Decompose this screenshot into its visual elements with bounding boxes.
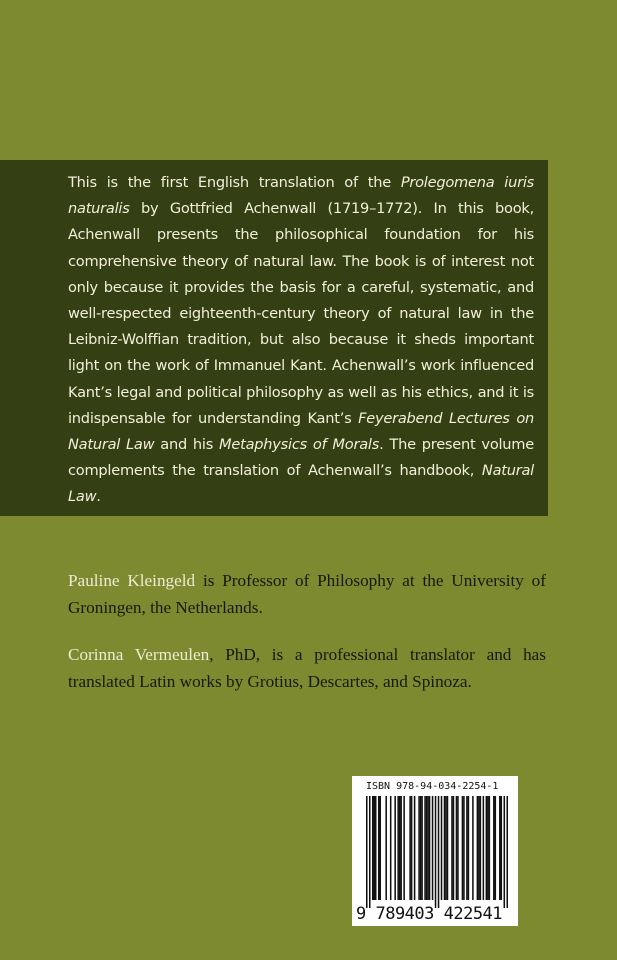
barcode-bar (372, 796, 374, 900)
barcode-bar (493, 796, 495, 900)
barcode-bar (409, 796, 411, 900)
barcode-bar (418, 796, 420, 900)
barcode-bar (411, 796, 413, 900)
title-prolegomena: Prolegomena iuris naturalis (68, 174, 534, 218)
barcode-bar (379, 796, 381, 900)
blurb-text (68, 170, 534, 511)
barcode-bar (399, 796, 401, 900)
title-natural-law: Natural Law (68, 462, 534, 506)
author-bio (68, 567, 546, 621)
barcode-digits: 9 789403 422541 (356, 904, 503, 924)
barcode-bar (499, 796, 501, 900)
barcode-bar (432, 796, 434, 900)
barcode-bar (414, 796, 416, 900)
barcode-bar (462, 796, 464, 900)
barcode-bar (373, 796, 375, 900)
blurb-sentence-5: . (96, 488, 101, 506)
blurb-sentence-3: and his (154, 436, 220, 454)
barcode-bar (390, 796, 392, 900)
barcode-bar (477, 796, 479, 900)
barcode-bar (375, 796, 377, 900)
barcode-bar (397, 796, 399, 900)
barcode-bar (453, 796, 455, 900)
barcode-bar (385, 796, 387, 900)
barcode-bar (427, 796, 429, 900)
barcode-bar (444, 796, 446, 900)
barcode-bar (421, 796, 423, 900)
barcode-box (352, 776, 518, 926)
author-bio-text: is Professor of Philosophy at the University of Groningen, the Netherlands. (68, 571, 546, 617)
barcode-bar (486, 796, 488, 900)
barcode-bar (447, 796, 449, 900)
barcode-bar (445, 796, 447, 900)
title-metaphysics: Metaphysics of Morals (219, 436, 380, 454)
barcode-bar (468, 796, 470, 900)
barcode-bar (366, 796, 368, 908)
barcode-bar (394, 796, 396, 900)
barcode-bar (438, 796, 440, 908)
barcode-bar (480, 796, 482, 900)
barcode-bar (483, 796, 485, 900)
barcode-bar (495, 796, 497, 900)
barcode-bar (429, 796, 431, 900)
barcode-bar (457, 796, 459, 900)
barcode-bar (466, 796, 468, 900)
barcode-bar (441, 796, 443, 900)
barcode-bar (507, 796, 508, 908)
blurb-sentence-4: . The present volume complements the translation of Achenwall’s handbook, (68, 436, 534, 480)
barcode-bar (478, 796, 480, 900)
isbn-label: ISBN 978-94-034-2254-1 (366, 781, 499, 792)
barcode-bar (472, 796, 474, 900)
barcode-bar (403, 796, 405, 900)
barcode-bar (451, 796, 453, 900)
barcode-bar (420, 796, 422, 900)
barcode-bar (487, 796, 489, 900)
blurb-sentence-1: This is the first English translation of the (68, 174, 401, 191)
barcode-bar (501, 796, 503, 900)
barcode-bar (378, 796, 380, 900)
title-feyerabend: Feyerabend Lectures on Natural Law (68, 409, 534, 454)
barcode-bar (369, 796, 371, 908)
translator-name: Corinna Vermeulen (68, 645, 210, 664)
barcode-bar (463, 796, 465, 900)
barcode-bar (435, 796, 437, 908)
translator-bio (68, 641, 546, 695)
barcode-bar (426, 796, 428, 900)
barcode-bar (400, 796, 402, 900)
blurb-sentence-2: by Gottfried Achenwall (1719–1772). In this book, Achenwall presents the philosophical foundation for his comprehensive theory of natural law. The book is of interest not only because it provides the basis for a careful, systematic, and well-respected eighteenth-century theory of natural law in the Leibniz-Wolffian tradition, but also because it sheds important light on the work of Immanuel Kant. Achenwall’s work influenced Kant’s legal and political philosophy as well as his ethics, and it is indispensable for understanding Kant’s (68, 200, 534, 427)
barcode-bar (456, 796, 458, 900)
blurb-panel (0, 160, 548, 516)
translator-bio-text: , PhD, is a professional translator and has translated Latin works by Grotius, Descartes, and Spinoza. (68, 645, 546, 691)
author-name: Pauline Kleingeld (68, 571, 196, 590)
barcode-bar (489, 796, 491, 900)
barcode-bar (424, 796, 426, 900)
barcode-bar (504, 796, 506, 908)
barcode-bars (366, 796, 508, 908)
